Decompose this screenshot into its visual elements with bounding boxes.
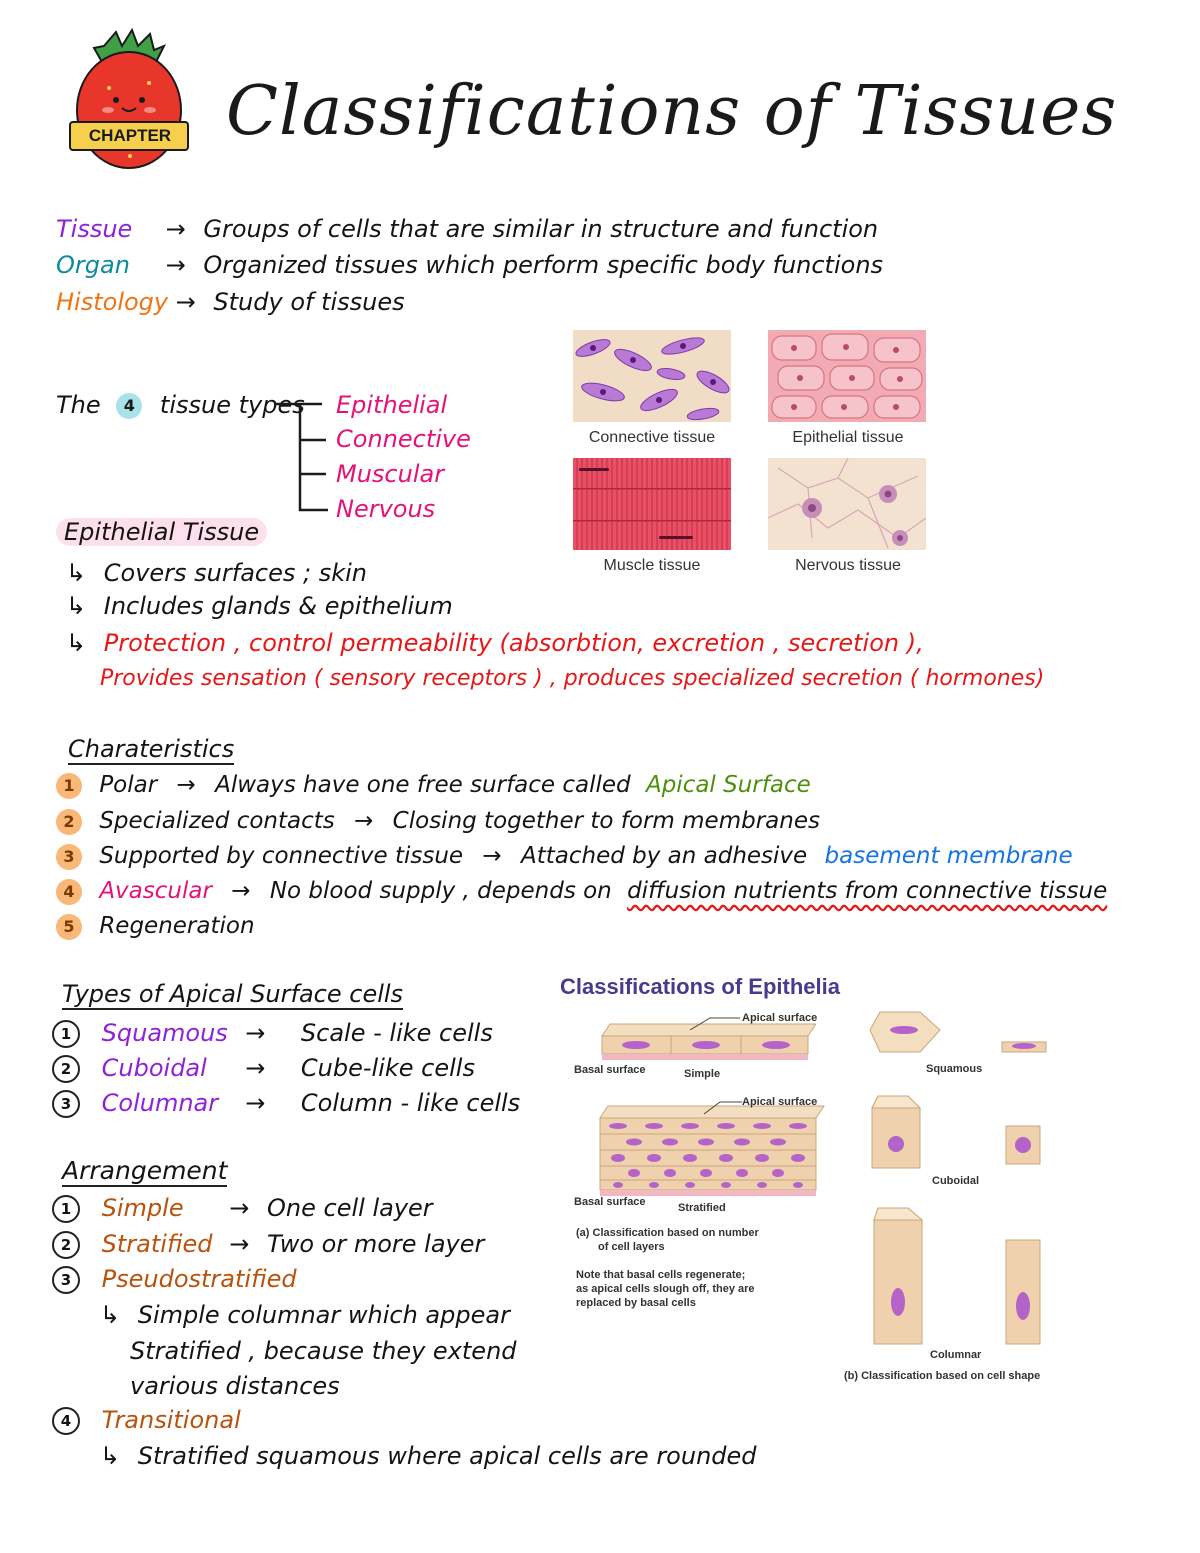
characteristic-4 [56, 876, 1107, 906]
note-line-2: as apical cells slough off, they are [576, 1283, 755, 1295]
arrow: → [482, 843, 502, 869]
term-organ: Organ [56, 251, 130, 279]
arrangement-4 [52, 1405, 241, 1435]
epithelial-tissue-label: Epithelial tissue [792, 429, 904, 446]
epithelial-functions-line-2: Provides sensation ( sensory receptors ) , produces specialized secretion ( hormones) [100, 666, 1045, 691]
pseudo-line-1 [100, 1300, 510, 1330]
arrow: → [175, 288, 196, 316]
apical-type-2 [52, 1053, 475, 1083]
pseudo-text: Simple columnar which appear [137, 1301, 510, 1329]
epithelial-functions-line-1 [66, 628, 924, 658]
arrangement-term: Simple [101, 1194, 184, 1222]
cell-shape-text: Scale - like cells [300, 1019, 493, 1047]
definition-organ [56, 250, 883, 280]
arrangement-heading-text: Arrangement [62, 1156, 228, 1185]
tissue-types-suffix: tissue types [159, 391, 305, 419]
cell-shape-term: Cuboidal [101, 1054, 207, 1082]
squamous-cell-diagram [866, 1010, 1056, 1060]
columnar-cell-diagram [868, 1206, 1048, 1346]
basement-membrane-term: basement membrane [824, 843, 1073, 869]
arrangement-3 [52, 1264, 297, 1294]
squamous-label: Squamous [926, 1063, 983, 1075]
basal-surface-label: Basal surface [574, 1196, 646, 1208]
note-line-1: Note that basal cells regenerate; [576, 1269, 746, 1281]
number-badge: 5 [56, 914, 82, 940]
tissue-type-connective: Connective [336, 425, 471, 453]
cell-shape-text: Column - like cells [300, 1089, 521, 1117]
number-badge: 1 [52, 1195, 80, 1223]
cuboidal-label: Cuboidal [932, 1175, 980, 1187]
apical-surface-label: Apical surface [742, 1012, 818, 1024]
pseudo-line-2: Stratified , because they extend [130, 1337, 517, 1365]
term-tissue: Tissue [56, 215, 133, 243]
arrangement-term: Pseudostratified [101, 1265, 297, 1293]
definition-text: Study of tissues [213, 288, 405, 316]
number-badge: 3 [56, 844, 82, 870]
number-badge: 2 [52, 1055, 80, 1083]
arrangement-text: Two or more layer [267, 1230, 485, 1258]
bullet-arrow: ↳ [66, 629, 87, 657]
bullet-arrow: ↳ [100, 1301, 121, 1329]
arrangement-term: Stratified [101, 1230, 213, 1258]
term-histology: Histology [56, 288, 169, 316]
arrow: → [245, 1089, 266, 1117]
arrow: → [229, 1194, 250, 1222]
apical-type-3 [52, 1088, 520, 1118]
bullet-arrow: ↳ [66, 592, 87, 620]
tissue-types-prefix: The [56, 391, 101, 419]
nervous-tissue-label: Nervous tissue [795, 557, 901, 574]
apical-types-heading-text: Types of Apical Surface cells [62, 980, 404, 1008]
connective-tissue-label: Connective tissue [588, 429, 716, 446]
transitional-text: Stratified squamous where apical cells are rounded [137, 1442, 757, 1470]
arrow: → [229, 1230, 250, 1258]
transitional-line [100, 1441, 757, 1471]
characteristic-text: Closing together to form membranes [392, 808, 820, 834]
characteristic-text: No blood supply , depends on [269, 878, 612, 904]
epithelial-line-text: Includes glands & epithelium [103, 592, 453, 620]
number-badge: 2 [56, 809, 82, 835]
characteristic-term: Polar [99, 772, 158, 798]
arrangement-2 [52, 1229, 484, 1259]
arrow: → [165, 251, 186, 279]
tissue-types-label [56, 390, 305, 420]
page-title: Classifications of Tissues [226, 72, 1118, 151]
characteristic-term: Avascular [99, 878, 212, 904]
basal-surface-label: Basal surface [574, 1064, 646, 1076]
muscle-tissue-image [573, 458, 731, 550]
arrangement-1 [52, 1193, 433, 1223]
tissue-type-nervous: Nervous [336, 495, 436, 523]
apical-surface-term: Apical Surface [645, 772, 811, 798]
cell-shape-text: Cube-like cells [300, 1054, 475, 1082]
characteristic-2 [56, 806, 820, 836]
stratified-label: Stratified [678, 1202, 726, 1214]
nervous-tissue-image [768, 458, 926, 550]
pseudo-line-3: various distances [130, 1372, 340, 1400]
tissue-type-epithelial: Epithelial [336, 391, 448, 419]
arrow: → [165, 215, 186, 243]
characteristic-term: Specialized contacts [99, 808, 335, 834]
arrow: → [176, 772, 196, 798]
arrangement-heading [62, 1156, 227, 1186]
definition-text: Groups of cells that are similar in structure and function [203, 215, 879, 243]
characteristic-text: Always have one free surface called [215, 772, 631, 798]
arrangement-term: Transitional [101, 1406, 241, 1434]
apical-surface-label: Apical surface [742, 1096, 818, 1108]
note-line-3: replaced by basal cells [576, 1297, 696, 1309]
caption-a-line-2: of cell layers [598, 1241, 665, 1253]
characteristic-term: Supported by connective tissue [99, 843, 464, 869]
pointer-lines [650, 1012, 750, 1072]
epithelial-line-text: Covers surfaces ; skin [103, 559, 367, 587]
epithelial-line-2 [66, 591, 453, 621]
characteristic-text: Attached by an adhesive [520, 843, 808, 869]
caption-b: (b) Classification based on cell shape [844, 1370, 1041, 1382]
strawberry-icon [64, 28, 194, 178]
number-badge: 1 [56, 773, 82, 799]
tissue-type-muscular: Muscular [336, 460, 445, 488]
tissue-types-count: 4 [116, 393, 142, 419]
connective-tissue-image [573, 330, 731, 422]
definition-histology [56, 287, 405, 317]
definition-text: Organized tissues which perform specific body functions [203, 251, 884, 279]
number-badge: 4 [52, 1407, 80, 1435]
definition-tissue [56, 214, 878, 244]
epithelial-tissue-image [768, 330, 926, 422]
arrow: → [245, 1019, 266, 1047]
epithelial-line-1 [66, 558, 367, 588]
chapter-mascot [64, 28, 194, 178]
arrow: → [231, 878, 251, 904]
characteristic-term: Regeneration [99, 913, 255, 939]
arrow: → [245, 1054, 266, 1082]
tissue-types-bracket [272, 392, 332, 522]
characteristic-1 [56, 770, 811, 800]
arrangement-text: One cell layer [267, 1194, 433, 1222]
characteristics-heading-text: Charateristics [68, 735, 235, 763]
number-badge: 3 [52, 1266, 80, 1294]
epithelial-heading [56, 517, 267, 547]
epithelial-heading-text: Epithelial Tissue [56, 518, 267, 546]
chapter-badge: CHAPTER [88, 126, 172, 145]
diffusion-term: diffusion nutrients from connective tissue [627, 878, 1108, 904]
muscle-tissue-label: Muscle tissue [603, 557, 701, 574]
characteristics-heading [68, 734, 234, 764]
number-badge: 3 [52, 1090, 80, 1118]
number-badge: 4 [56, 879, 82, 905]
epithelia-figure-title: Classifications of Epithelia [560, 974, 840, 999]
arrow: → [354, 808, 374, 834]
cell-shape-term: Columnar [101, 1089, 219, 1117]
simple-label: Simple [684, 1068, 721, 1080]
apical-type-1 [52, 1018, 493, 1048]
bullet-arrow: ↳ [100, 1442, 121, 1470]
bullet-arrow: ↳ [66, 559, 87, 587]
characteristic-3 [56, 841, 1073, 871]
number-badge: 1 [52, 1020, 80, 1048]
epithelial-functions-text: Protection , control permeability (absorbtion, excretion , secretion ), [103, 629, 924, 657]
apical-types-heading [62, 979, 403, 1009]
cuboidal-cell-diagram [868, 1094, 1048, 1174]
number-badge: 2 [52, 1231, 80, 1259]
columnar-label: Columnar [930, 1349, 982, 1361]
characteristic-5 [56, 911, 255, 941]
caption-a-line-1: (a) Classification based on number [576, 1227, 759, 1239]
cell-shape-term: Squamous [101, 1019, 228, 1047]
